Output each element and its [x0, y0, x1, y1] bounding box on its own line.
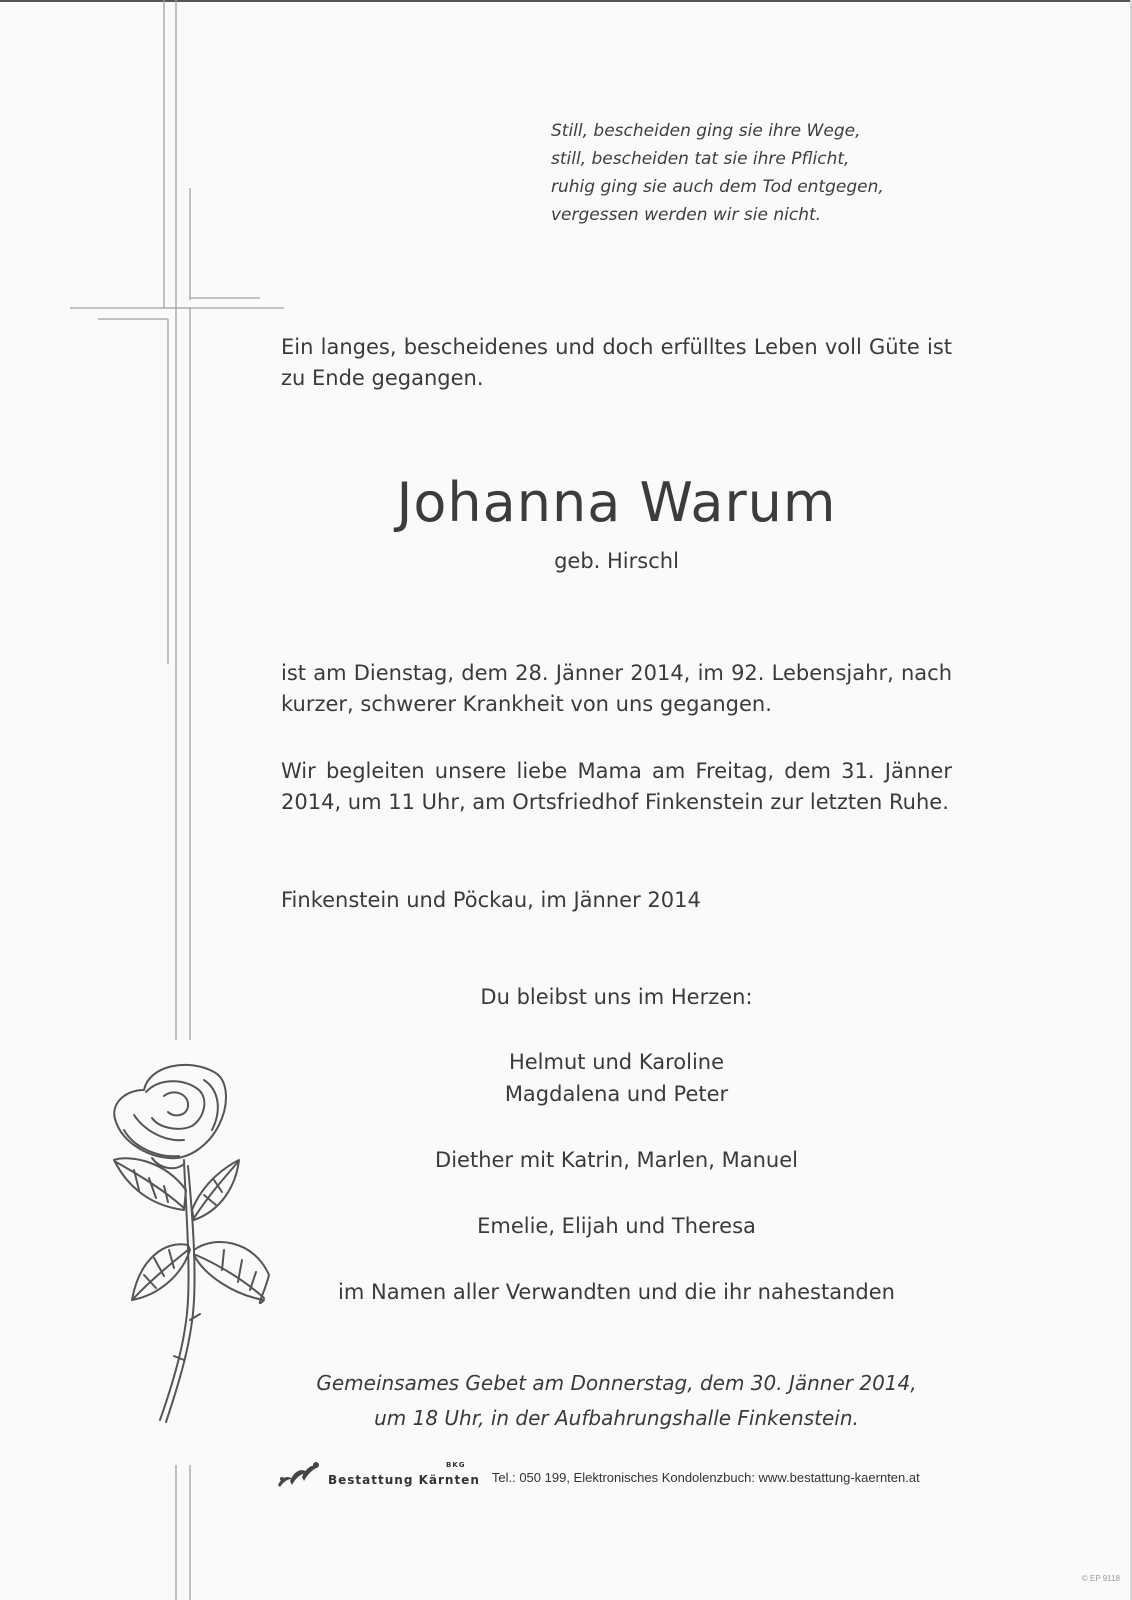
prayer-notice: [281, 1366, 952, 1436]
place-date: Finkenstein und Pöckau, im Jänner 2014: [281, 888, 701, 912]
mourner-line: Helmut und Karoline: [508, 1050, 725, 1074]
poem-line: vergessen werden wir sie nicht.: [551, 205, 822, 225]
poem-line: Still, bescheiden ging sie ihre Wege,: [551, 121, 861, 141]
mourner-line: im Namen aller Verwandten und die ihr nahestanden: [338, 1280, 895, 1304]
mourner-line: Magdalena und Peter: [504, 1082, 729, 1106]
prayer-line: um 18 Uhr, in der Aufbahrungshalle Finkenstein.: [374, 1406, 859, 1430]
poem: [551, 117, 971, 229]
funeral-notice: Wir begleiten unsere liebe Mama am Freitag, dem 31. Jänner 2014, um 11 Uhr, am Ortsfriedhof Finkenstein zur letzten Ruhe.: [281, 759, 952, 814]
company-block: [328, 1461, 492, 1487]
print-code: © EP 9118: [1081, 1574, 1120, 1583]
bestattung-logo: [276, 1459, 326, 1489]
poem-line: ruhig ging sie auch dem Tod entgegen,: [551, 177, 884, 197]
footer: [276, 1459, 976, 1489]
logo-text: BKG: [446, 1461, 466, 1469]
prayer-line: Gemeinsames Gebet am Donnerstag, dem 30. Jänner 2014,: [316, 1371, 917, 1395]
poem-line: still, bescheiden tat sie ihre Pflicht,: [551, 149, 850, 169]
mourner-line: Emelie, Elijah und Theresa: [477, 1214, 756, 1238]
birth-name: geb. Hirschl: [554, 549, 679, 573]
mourner-line: Diether mit Katrin, Marlen, Manuel: [435, 1148, 798, 1172]
company-name: Bestattung Kärnten: [328, 1473, 480, 1487]
deceased-name: Johanna Warum: [396, 471, 837, 534]
rose-illustration: [104, 1060, 284, 1440]
death-notice: ist am Dienstag, dem 28. Jänner 2014, im 92. Lebensjahr, nach kurzer, schwerer Krankheit von uns gegangen.: [281, 661, 952, 716]
intro-text: Ein langes, bescheidenes und doch erfülltes Leben voll Güte ist zu Ende gegangen.: [281, 335, 952, 390]
contact-info: Tel.: 050 199, Elektronisches Kondolenzbuch: www.bestattung-kaernten.at: [491, 1469, 920, 1485]
mourners-heading: Du bleibst uns im Herzen:: [480, 985, 753, 1009]
